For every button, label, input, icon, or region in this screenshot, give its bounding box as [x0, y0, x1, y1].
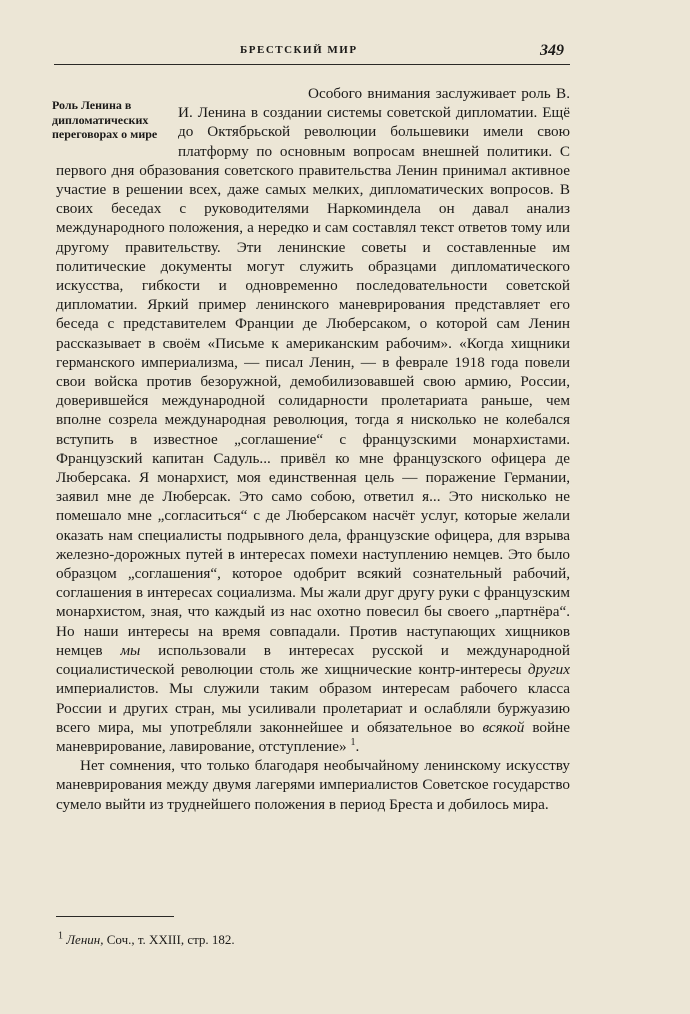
footnote-rule: [56, 916, 174, 917]
emphasis-others: других: [527, 661, 570, 679]
margin-note: Роль Ленина в дипломатических переговорах о мире: [52, 98, 158, 141]
running-head: [0, 42, 690, 62]
emphasis-any: всякой: [482, 718, 525, 736]
header-rule: [54, 64, 570, 65]
footnote-marker: 1: [58, 930, 63, 942]
page-number: 349: [540, 42, 564, 59]
main-text: [56, 84, 570, 814]
footnote-author: Ленин,: [66, 932, 104, 947]
paragraph-1: [56, 84, 570, 756]
footnote-citation: Соч., т. XXIII, стр. 182.: [106, 932, 235, 947]
paragraph-1-text-a: Особого внимания заслуживает роль В. И. Ленина в создании системы советской дипломатии. Ещё до Октябрьской революции большевики имели свою платформу по основным вопросам внешней политики. С первого дня образования советского правительства Ленин принимал активное участие в решении всех, даже самых мелких, дипломатических вопросов. В своих беседах с руководителями Наркоминдела он давал анализ международного положения, а нередко и сам составлял текст ответов тому или другому правительству. Эти ленинские советы и составленные им политические документы могут служить образцами дипломатического искусства, гибкости и одновременно последовательности советской дипломатии. Яркий пример ленинского маневрирования представляет его беседа с представителем Франции де Люберсаком, о которой сам Ленин рассказывает в своём «Письме к американским рабочим». «Когда хищники германского империализма, — писал Ленин, — в феврале 1918 года повели свои войска против безоружной, демобилизовавшей свою армию, России, доверившейся международной солидарности пролетариата раньше, чем вполне созрела международная революция, тогда я нисколько не колебался вступить в известное „соглашение“ с французскими монархистами. Французский капитан Садуль... привёл ко мне французского офицера де Люберсака. Я монархист, моя единственная цель — поражение Германии, заявил мне де Люберсак. Это само собою, ответил я... Это нисколько не помешало мне „согласиться“ с де Люберсаком насчёт услуг, которые желали оказать нам специалисты подрывного дела, французские офицера, для взрыва железно-дорожных путей в интересах помехи наступлению немцев. Это было образцом „соглашения“, которое одобрит всякий сознательный рабочий, соглашения в интересах социализма. Мы жали друг другу руки с французским монархистом, зная, что каждый из нас охотно повесил бы своего „партнёра“. Но наши интересы на время совпадали. Против наступающих хищников немцев: [56, 85, 570, 659]
margin-note-space: [56, 84, 178, 144]
paragraph-1-end: .: [355, 737, 360, 755]
emphasis-we: мы: [120, 641, 141, 659]
paragraph-1-text-b: использовали в интересах русской и международной социалистической революции столь же хищнические контр-интересы: [56, 641, 570, 679]
paragraph-1-text-d: войне маневрирование, лавирование, отступление»: [56, 718, 571, 755]
footnote: [58, 932, 558, 948]
paragraph-1-text-c: империалистов. Мы служили таким образом интересам рабочего класса России и других стран, мы усиливали пролетариат и ослабляли буржуазию всего мира, мы употребляли законнейшее и обязательное во: [56, 680, 570, 736]
footnote-reference: 1: [350, 736, 356, 748]
paragraph-2: Нет сомнения, что только благодаря необычайному ленинскому искусству маневрирования между двумя лагерями империалистов Советское государство сумело выйти из труднейшего положения в период Бреста и добилось мира.: [56, 757, 570, 813]
running-title: БРЕСТСКИЙ МИР: [240, 44, 358, 56]
